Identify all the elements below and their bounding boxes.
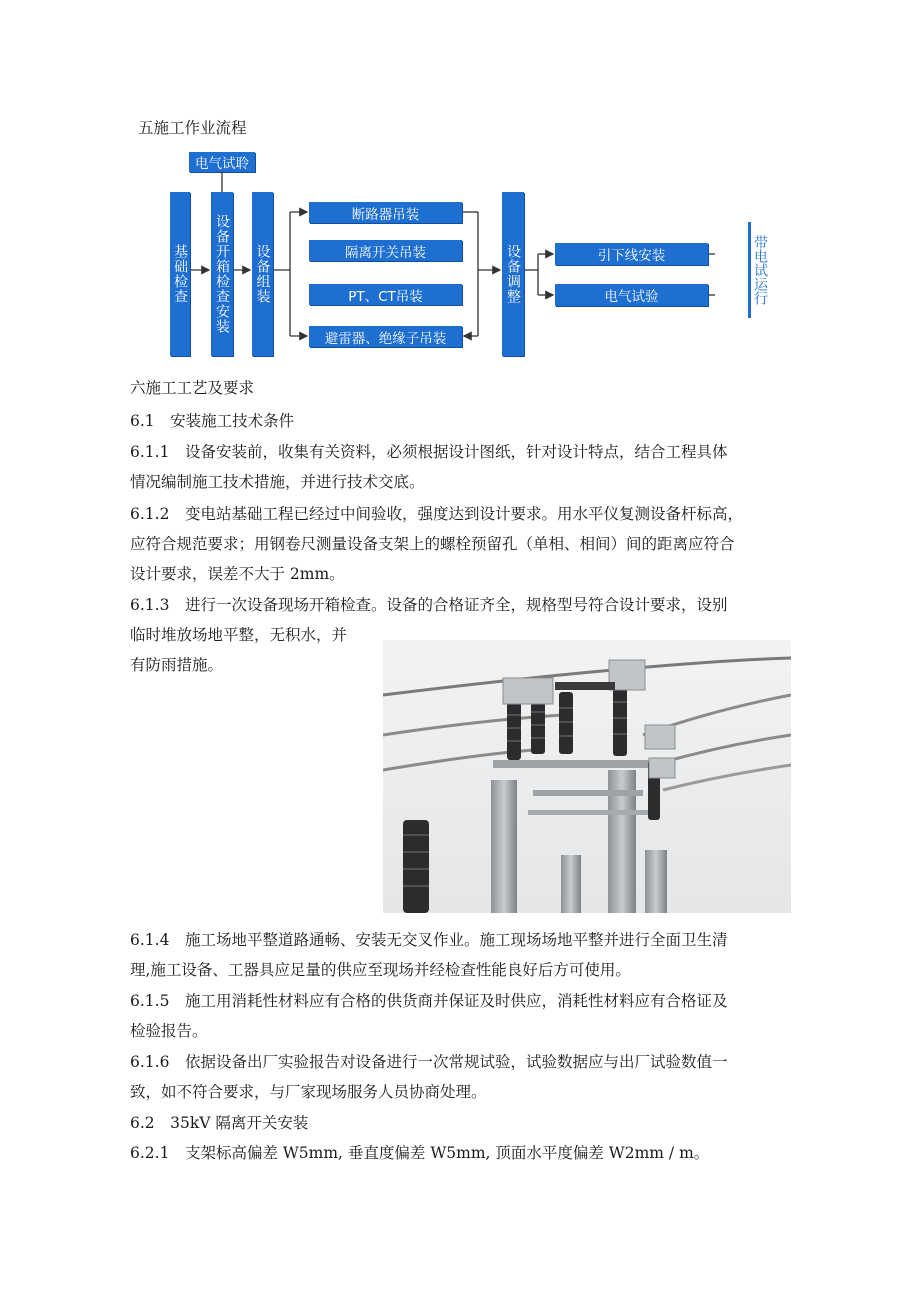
flow-end-energized-trial: 带电试运行 — [748, 222, 769, 318]
switchgear-photo — [383, 640, 791, 913]
heading-6-2: 6.2 35kV 隔离开关安装 — [130, 1114, 309, 1132]
para-6-1-1-l1: 6.1.1 设备安装前，收集有关资料，必须根据设计图纸，针对设计特点，结合工程具体 — [130, 443, 728, 461]
flow-step-disconnector-lift: 隔离开关吊装 — [309, 240, 462, 261]
para-6-1-2-l3: 设计要求，误差不大于 2mm。 — [130, 565, 345, 583]
para-6-1-3-l2: 临时堆放场地平整，无积水，并 — [130, 626, 348, 644]
para-6-2-1: 6.2.1 支架标高偏差 W5mm, 垂直度偏差 W5mm, 顶面水平度偏差 W2mm / m。 — [130, 1144, 710, 1162]
para-6-1-4-l2: 理,施工设备、工器具应足量的供应至现场并经检查性能良好后方可使用。 — [130, 961, 631, 979]
section-5-title: 五施工作业流程 — [138, 119, 247, 137]
para-6-1-6-l2: 致，如不符合要求，与厂家现场服务人员协商处理。 — [130, 1083, 487, 1101]
flow-step-arrester-insulator-lift: 避雷器、绝缘子吊装 — [309, 326, 462, 347]
para-6-1-3-l3: 有防雨措施。 — [130, 656, 224, 674]
flow-step-breaker-lift: 断路器吊装 — [309, 202, 462, 223]
flow-box-assembly: 设备组装 — [252, 192, 273, 356]
para-6-1-1-l2: 情况编制施工技术措施，并进行技术交底。 — [130, 473, 425, 491]
para-6-1-5-l2: 检验报告。 — [130, 1022, 208, 1040]
flow-box-foundation-check: 基础检查 — [170, 192, 190, 356]
para-6-1-5-l1: 6.1.5 施工用消耗性材料应有合格的供货商并保证及时供应，消耗性材料应有合格证及 — [130, 992, 728, 1010]
para-6-1-4-l1: 6.1.4 施工场地平整道路通畅、安装无交叉作业。施工现场场地平整并进行全面卫生清 — [130, 931, 728, 949]
flow-step-pt-ct-lift: PT、CT吊装 — [309, 284, 462, 305]
flow-step-downlead-install: 引下线安装 — [555, 243, 708, 265]
heading-6-1: 6.1 安装施工技术条件 — [130, 412, 295, 430]
flow-box-adjustment: 设备调整 — [502, 192, 524, 356]
flow-step-electrical-test: 电气试验 — [555, 284, 708, 306]
para-6-1-6-l1: 6.1.6 依据设备出厂实验报告对设备进行一次常规试验，试验数据应与出厂试验数值一 — [130, 1053, 728, 1071]
section-6-title: 六施工工艺及要求 — [130, 379, 255, 397]
para-6-1-3-l1: 6.1.3 进行一次设备现场开箱检查。设备的合格证齐全，规格型号符合设计要求，设别 — [130, 596, 728, 614]
para-6-1-2-l2: 应符合规范要求；用钢卷尺测量设备支架上的螺栓预留孔（单相、相间）间的距离应符合 — [130, 535, 735, 553]
flow-box-unpack-install: 设备开箱检查安装 — [211, 192, 233, 356]
flow-tag-electrical-test: 电气试聆 — [189, 152, 255, 172]
para-6-1-2-l1: 6.1.2 变电站基础工程已经过中间验收，强度达到设计要求。用水平仪复测设备杆标高， — [130, 505, 743, 523]
